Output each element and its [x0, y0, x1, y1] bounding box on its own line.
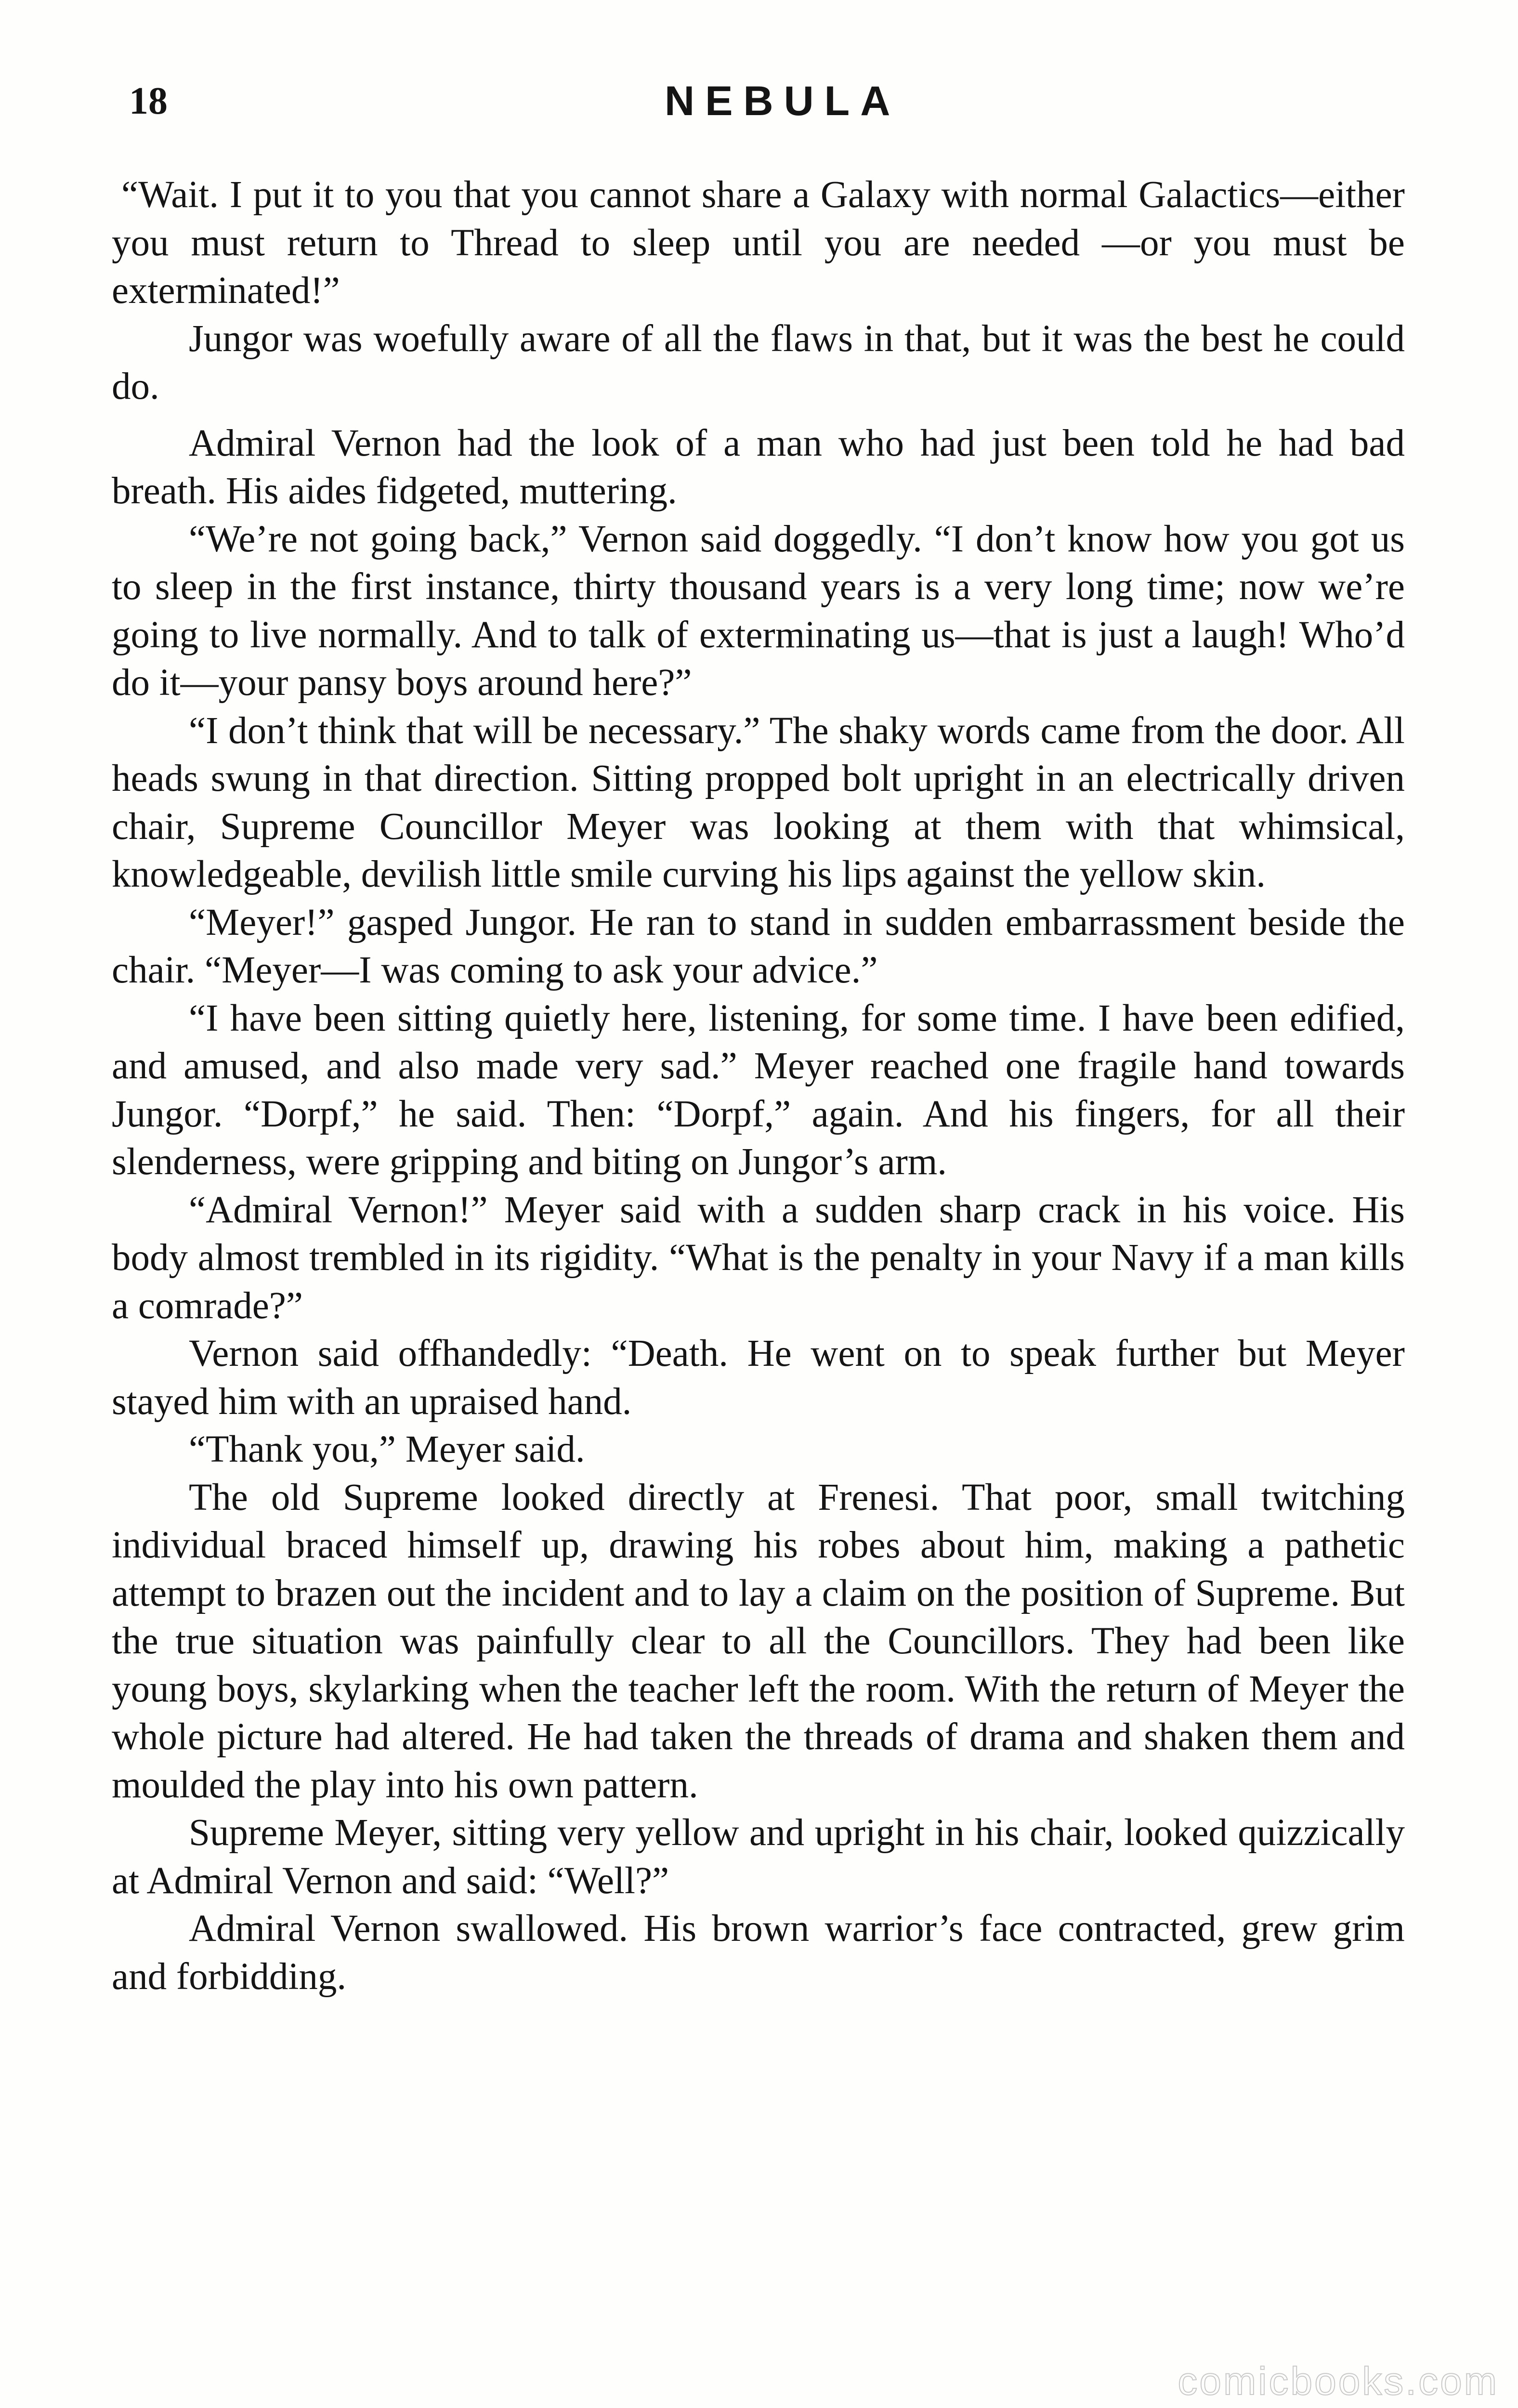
running-title: NEBULA	[665, 78, 901, 124]
paragraph: “Thank you,” Meyer said.	[189, 1428, 585, 1470]
page-number: 18	[129, 80, 168, 122]
paragraph: “We’re not going back,” Vernon said doggedly. “I don’t know how you got us to sleep in the first instance, thirty thousand years is a very long time; now we’re going to live normally. And to talk of exterminating us—that is just a laugh! Who’d do it—your pansy boys around here?”	[112, 518, 1405, 704]
paragraph: “Admiral Vernon!” Meyer said with a sudden sharp crack in his voice. His body almost trembled in its rigidity. “What is the penalty in your Navy if a man kills a comrade?”	[112, 1189, 1405, 1327]
body-text	[112, 171, 1405, 2001]
paragraph: Supreme Meyer, sitting very yellow and upright in his chair, looked quizzically at Admiral Vernon and said: “Well?”	[112, 1812, 1405, 1902]
paragraph: Jungor was woefully aware of all the flaws in that, but it was the best he could do.	[112, 317, 1405, 407]
paragraph: “Meyer!” gasped Jungor. He ran to stand in sudden embarrassment beside the chair. “Meyer—I was coming to ask your advice.”	[112, 901, 1405, 991]
paragraph: “Wait. I put it to you that you cannot share a Galaxy with normal Galactics—either you must return to Thread to sleep until you are needed —or you must be exterminated!”	[112, 174, 1405, 312]
paragraph: “I don’t think that will be necessary.” The shaky words came from the door. All heads swung in that direction. Sitting propped bolt upright in an electrically driven chair, Supreme Councillor Meyer was looking at them with that whimsical, knowledgeable, devilish little smile curving his lips against the yellow skin.	[112, 709, 1405, 895]
paragraph: Admiral Vernon swallowed. His brown warrior’s face contracted, grew grim and forbidding.	[112, 1908, 1405, 1998]
paragraph: Admiral Vernon had the look of a man who had just been told he had bad breath. His aides fidgeted, muttering.	[112, 422, 1405, 512]
paragraph: Vernon said offhandedly: “Death. He went on to speak further but Meyer stayed him with an upraised hand.	[112, 1333, 1405, 1423]
watermark: comicbooks.com	[1178, 2359, 1499, 2403]
page-header	[0, 72, 1518, 140]
paragraph: The old Supreme looked directly at Frenesi. That poor, small twitching individual braced himself up, drawing his robes about him, making a pathetic attempt to brazen out the incident and to lay a claim on the position of Supreme. But the true situation was painfully clear to all the Councillors. They had been like young boys, skylarking when the teacher left the room. With the return of Meyer the whole picture had altered. He had taken the threads of drama and shaken them and moulded the play into his own pattern.	[112, 1476, 1405, 1806]
paragraph: “I have been sitting quietly here, listening, for some time. I have been edified, and amused, and also made very sad.” Meyer reached one fragile hand towards Jungor. “Dorpf,” he said. Then: “Dorpf,” again. And his fingers, for all their slenderness, were gripping and biting on Jungor’s arm.	[112, 997, 1405, 1183]
